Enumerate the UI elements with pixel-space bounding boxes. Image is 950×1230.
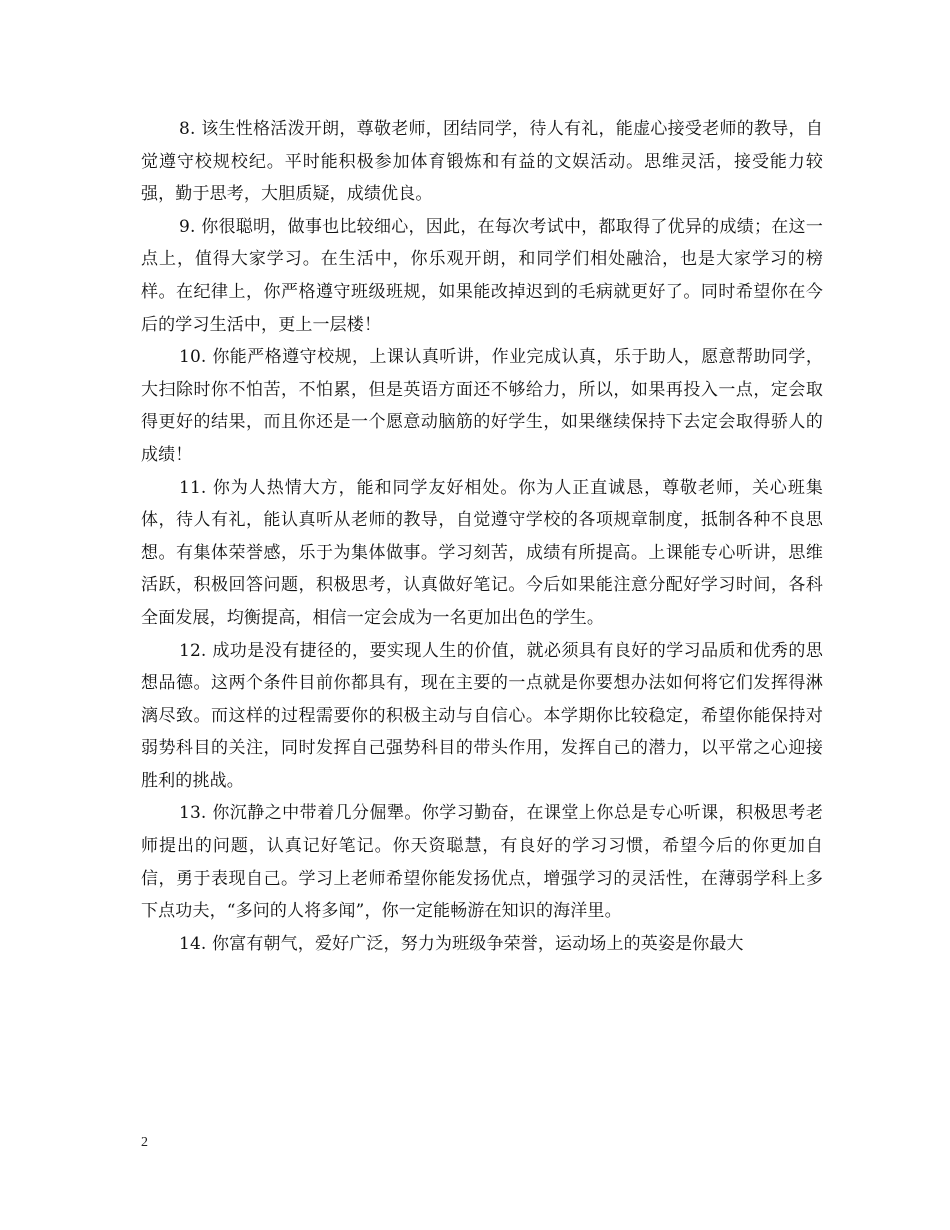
- comment-paragraph-13: 13. 你沉静之中带着几分倔犟。你学习勤奋，在课堂上你总是专心听课，积极思考老师提出的问题，认真记好笔记。你天资聪慧，有良好的学习习惯，希望今后的你更加自信，勇于表现自己。学习上老师希望你能发扬优点，增强学习的灵活性，在薄弱学科上多下点功夫，“多问的人将多闻”，你一定能畅游在知识的海洋里。: [141, 803, 823, 922]
- comment-paragraph-10: 10. 你能严格遵守校规，上课认真听讲，作业完成认真，乐于助人，愿意帮助同学，大扫除时你不怕苦，不怕累，但是英语方面还不够给力，所以，如果再投入一点，定会取得更好的结果，而且你还是一个愿意动脑筋的好学生，如果继续保持下去定会取得骄人的成绩！: [141, 347, 823, 465]
- page-number: 2: [141, 1135, 148, 1150]
- comment-paragraph-14: 14. 你富有朝气，爱好广泛，努力为班级争荣誉，运动场上的英姿是你最大: [179, 933, 744, 954]
- comment-paragraph-8: 8. 该生性格活泼开朗，尊敬老师，团结同学，待人有礼，能虚心接受老师的教导，自觉遵守校规校纪。平时能积极参加体育锻炼和有益的文娱活动。思维灵活，接受能力较强，勤于思考，大胆质疑，成绩优良。: [141, 119, 823, 205]
- comment-paragraph-9: 9. 你很聪明，做事也比较细心，因此，在每次考试中，都取得了优异的成绩；在这一点上，值得大家学习。在生活中，你乐观开朗，和同学们相处融洽，也是大家学习的榜样。在纪律上，你严格遵守班级班规，如果能改掉迟到的毛病就更好了。同时希望你在今后的学习生活中，更上一层楼！: [141, 216, 823, 335]
- comment-paragraph-11: 11. 你为人热情大方，能和同学友好相处。你为人正直诚恳，尊敬老师，关心班集体，待人有礼，能认真听从老师的教导，自觉遵守学校的各项规章制度，抵制各种不良思想。有集体荣誉感，乐于为集体做事。学习刻苦，成绩有所提高。上课能专心听讲，思维活跃，积极回答问题，积极思考，认真做好笔记。今后如果能注意分配好学习时间，各科全面发展，均衡提高，相信一定会成为一名更加出色的学生。: [141, 477, 823, 628]
- document-body: [141, 113, 823, 960]
- comment-paragraph-12: 12. 成功是没有捷径的，要实现人生的价值，就必须具有良好的学习品质和优秀的思想品德。这两个条件目前你都具有，现在主要的一点就是你要想办法如何将它们发挥得淋漓尽致。而这样的过程需要你的积极主动与自信心。本学期你比较稳定，希望你能保持对弱势科目的关注，同时发挥自己强势科目的带头作用，发挥自己的潜力，以平常之心迎接胜利的挑战。: [141, 640, 823, 791]
